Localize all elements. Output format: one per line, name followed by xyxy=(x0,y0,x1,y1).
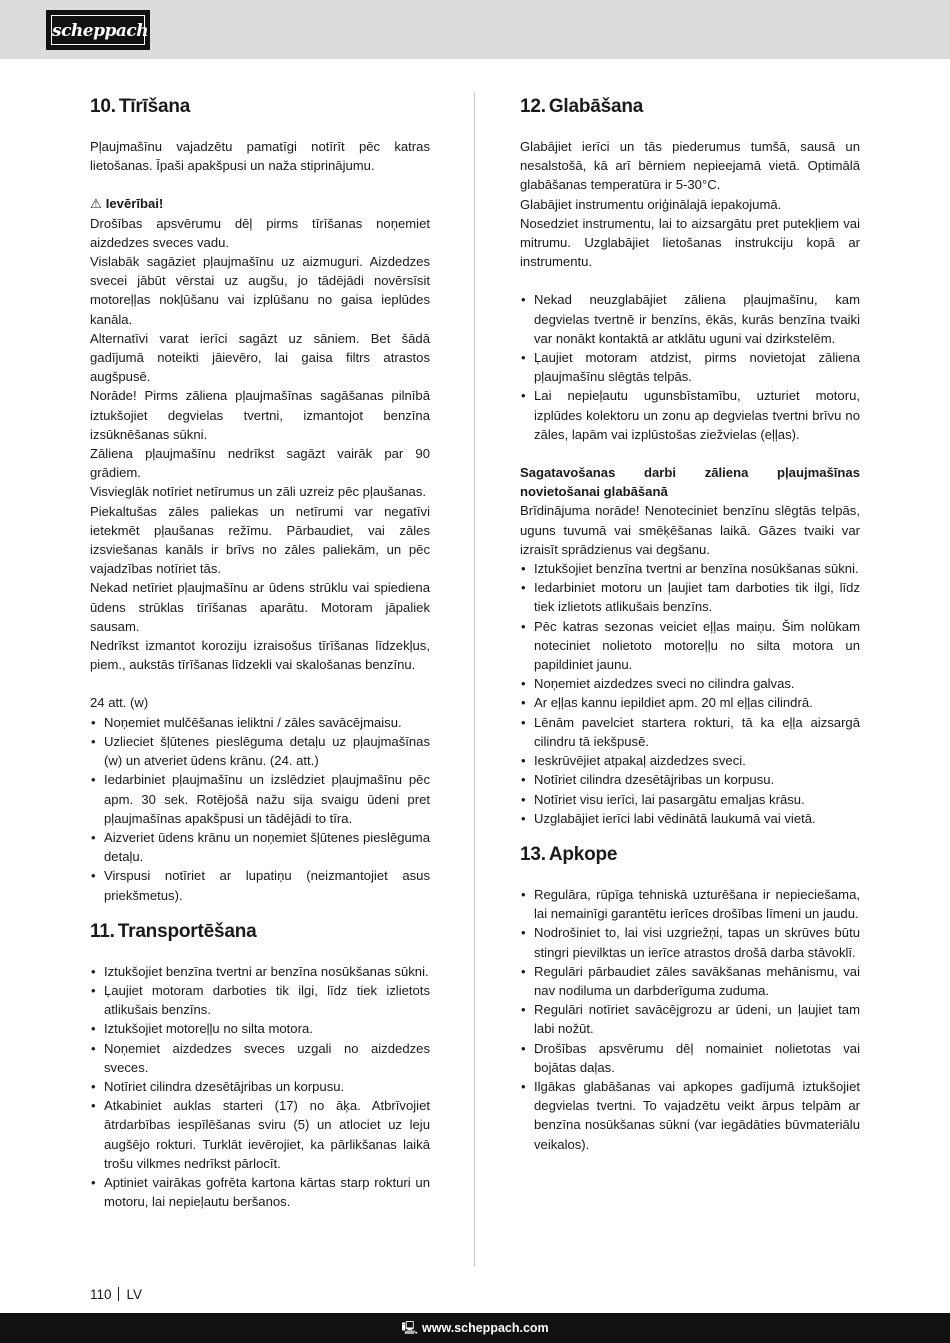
section-13-number: 13. xyxy=(520,843,546,865)
list-item: • Regulāri pārbaudiet zāles savākšanas mehānismu, vai nav nodiluma un darbderīguma zuduma. xyxy=(521,963,860,998)
paragraph: Norāde! Pirms zāliena pļaujmašīnas sagāšanas pilnībā iztukšojiet degvielas tvertni, izmantojot benzīna izsūknēšanas sūkni. xyxy=(90,388,430,442)
list-item: • Regulāri notīriet savācējgrozu ar ūdeni, un ļaujiet tam labi nožūt. xyxy=(521,1002,860,1037)
list-item: • Aizveriet ūdens krānu un noņemiet šļūtenes pieslēguma detaļu. xyxy=(91,829,430,865)
section-11-number: 11. xyxy=(90,920,115,942)
list-item: • Aptiniet vairākas gofrēta kartona kārtas starp rokturi un motoru, lai nepieļautu beršanos. xyxy=(91,1174,430,1210)
right-column xyxy=(520,94,860,1154)
paragraph: Vislabāk sagāziet pļaujmašīnu uz aizmuguri. Aizdedzes svecei jābūt vērstai uz augšu, jo tādējādi novērsīsit motoreļļas nokļūšanu vai izplūšanu no gaisa ieplūdes kanāla. xyxy=(90,254,430,327)
website-link[interactable]: www.scheppach.com xyxy=(422,1321,549,1335)
section-10-bullets xyxy=(90,713,430,905)
list-item: • Uzglabājiet ierīci labi vēdinātā laukumā vai vietā. xyxy=(521,810,816,826)
list-item: • Drošības apsvērumu dēļ nomainiet nolietotas vai bojātas daļas. xyxy=(521,1040,860,1075)
left-column xyxy=(90,94,430,1211)
storage-prep-subheading: Sagatavošanas darbi zāliena pļaujmašīnas novietošanai glabāšanā xyxy=(520,465,860,500)
page-number: 110 xyxy=(90,1287,112,1302)
list-item: • Regulāra, rūpīga tehniskā uzturēšana ir nepieciešama, lai nemainīgi garantētu ierīces drošības līmeni un jaudu. xyxy=(521,886,860,922)
paragraph: Nedrīkst izmantot koroziju izraisošus tīrīšanas līdzekļus, piem., aukstās tīrīšanas līdzekli vai skalošanas benzīnu. xyxy=(90,638,430,673)
section-12-bullets xyxy=(520,290,860,444)
list-item: • Iztukšojiet benzīna tvertni ar benzīna nosūkšanas sūkni. xyxy=(91,963,429,979)
footer-separator xyxy=(118,1287,119,1301)
section-10-heading xyxy=(90,94,430,120)
list-item: • Ļaujiet motoram darboties tik ilgi, līdz tiek izlietots atlikušais benzīns. xyxy=(91,982,430,1018)
scheppach-logo xyxy=(46,10,150,50)
list-item: • Notīriet cilindra dzesētājribas un korpusu. xyxy=(91,1078,345,1094)
language-code: LV xyxy=(126,1287,143,1302)
section-12-heading xyxy=(520,94,860,120)
section-12-number: 12. xyxy=(520,96,546,117)
section-10-intro: Pļaujmašīnu vajadzētu pamatīgi notīrīt pēc katras lietošanas. Īpaši apakšpusi un naža stiprinājumu. xyxy=(90,139,430,174)
paragraph: Piekaltušas zāles paliekas un netīrumi var negatīvi ietekmēt pļaušanas režīmu. Pārbaudiet, vai zāles izsviešanas kanāls ir brīvs no zāles paliekām, un pēc vajadzības notīriet tās. xyxy=(90,503,430,577)
paragraph: Zāliena pļaujmašīnu nedrīkst sagāzt vairāk par 90 grādiem. xyxy=(90,446,430,481)
list-item: • Iedarbiniet pļaujmašīnu un izslēdziet pļaujmašīnu pēc apm. 30 sek. Rotējošā nažu sija svaigu ūdeni pret pļaujmašīnas apakšpusi un tādējādi to tīra. xyxy=(91,772,430,826)
warning-icon: ⚠ xyxy=(90,196,102,212)
paragraph: Nekad netīriet pļaujmašīnu ar ūdens strūklu vai spiediena ūdens strūklas tīrīšanas aparātu. Motoram jāpaliek sausam. xyxy=(90,580,430,634)
list-item: • Ar eļļas kannu iepildiet apm. 20 ml eļļas cilindrā. xyxy=(521,695,813,711)
list-item: • Ļaujiet motoram atdzist, pirms novietojat zāliena pļaujmašīnu slēgtās telpās. xyxy=(521,350,860,385)
section-11-title: Transportēšana xyxy=(117,920,257,942)
logo-text: scheppach xyxy=(51,15,145,45)
list-item: • Virspusi notīriet ar lupatiņu (neizmantojiet asus priekšmetus). xyxy=(91,868,430,903)
list-item: • Iztukšojiet motoreļļu no silta motora. xyxy=(91,1021,313,1037)
paragraph: Brīdinājuma norāde! Nenoteciniet benzīnu slēgtās telpās, uguns tuvumā vai smēķēšanas laikā. Gāzes tvaiki var izraisīt sprādzienus vai degšanu. xyxy=(520,503,860,557)
list-item: • Iedarbiniet motoru un ļaujiet tam darboties tik ilgi, līdz tiek izlietots atlikušais benzīns. xyxy=(521,580,860,615)
section-10-title: Tīrīšana xyxy=(118,96,191,117)
section-12-title: Glabāšana xyxy=(548,96,644,117)
list-item: • Lēnām pavelciet startera rokturi, tā ka eļļa aizsargā cilindru tā iekšpusē. xyxy=(521,714,860,749)
figure-reference: 24 att. (w) xyxy=(90,695,149,711)
warning-heading xyxy=(90,194,430,213)
list-item: • Atkabiniet auklas starteri (17) no āķa. Atbrīvojiet ātrdarbības iespīlēšanas sviru (5) un atlociet uz leju augšējo rokturi. Turklāt ievērojiet, ka pārlikšanas laikā trošu vilkmes nedrīkst pārlocīt. xyxy=(91,1098,430,1171)
header-bar xyxy=(0,0,950,59)
list-item: • Notīriet cilindra dzesētājribas un korpusu. xyxy=(521,772,775,788)
warning-title: Ievērībai! xyxy=(105,196,164,212)
list-item: • Lai nepieļautu ugunsbīstamību, uzturiet motoru, izplūdes kolektoru un zonu ap degvielas tvertni brīvu no zāles, lapām vai izplūstošas ziežvielas (eļļas). xyxy=(521,388,860,442)
section-13-title: Apkope xyxy=(548,843,618,865)
website-bar xyxy=(0,1313,950,1343)
list-item: • Noņemiet mulčēšanas ieliktni / zāles savācējmaisu. xyxy=(91,714,402,730)
list-item: • Noņemiet aizdedzes sveci no cilindra galvas. xyxy=(521,676,795,692)
list-item: • Ilgākas glabāšanas vai apkopes gadījumā iztukšojiet degvielas tvertni. To vajadzētu veikt ārpus telpām ar benzīna nosūkšanas sūkni (var iegādāties būvmateriālu veikalos). xyxy=(521,1078,860,1152)
monitor-icon: 🖳 xyxy=(401,1321,419,1335)
paragraph: Glabājiet ierīci un tās piederumus tumšā, sausā un nesalstošā, kā arī bērniem nepieejamā vietā. Optimālā glabāšanas temperatūra ir 5-30°C. xyxy=(520,139,860,193)
list-item: • Noņemiet aizdedzes sveces uzgali no aizdedzes sveces. xyxy=(91,1040,430,1075)
list-item: • Nodrošiniet to, lai visi uzgriežņi, tapas un skrūves būtu stingri pievilktas un ierīce atrastos drošā darba stāvoklī. xyxy=(521,925,860,960)
list-item: • Uzlieciet šļūtenes pieslēguma detaļu uz pļaujmašīnas (w) un atveriet ūdens krānu. (24. att.) xyxy=(91,733,430,769)
section-13-heading xyxy=(520,842,860,868)
paragraph: Alternatīvi varat ierīci sagāzt uz sāniem. Bet šādā gadījumā noteikti jāievēro, lai gaisa filtrs atrastos augšpusē. xyxy=(90,330,430,385)
paragraph: Drošības apsvērumu dēļ pirms tīrīšanas noņemiet aizdedzes sveces vadu. xyxy=(90,215,430,250)
paragraph: Visvieglāk notīriet netīrumus un zāli uzreiz pēc pļaušanas. xyxy=(90,484,427,500)
page-footer xyxy=(90,1286,142,1304)
paragraph: Glabājiet instrumentu oriģinālajā iepakojumā. xyxy=(520,196,782,212)
section-11-bullets xyxy=(90,962,430,1212)
section-10-number: 10. xyxy=(90,96,116,117)
paragraph: Nosedziet instrumentu, lai to aizsargātu pret putekļiem vai mitrumu. Uzglabājiet lietošanas instrukciju kopā ar instrumentu. xyxy=(520,215,860,270)
list-item: • Nekad neuzglabājiet zāliena pļaujmašīnu, kam degvielas tvertnē ir benzīns, ēkās, kurās benzīna tvaiki var nonākt kontaktā ar atklātu uguni vai dzirkstelēm. xyxy=(521,292,860,346)
list-item: • Pēc katras sezonas veiciet eļļas maiņu. Šim nolūkam noteciniet nolietoto motoreļļu no silta motora un papildiniet jaunu. xyxy=(521,618,860,673)
section-13-bullets xyxy=(520,885,860,1154)
list-item: • Notīriet visu ierīci, lai pasargātu emaljas krāsu. xyxy=(521,791,805,807)
column-divider xyxy=(474,92,475,1267)
list-item: • Ieskrūvējiet atpakaļ aizdedzes sveci. xyxy=(521,753,746,769)
storage-prep-bullets xyxy=(520,559,860,828)
section-11-heading xyxy=(90,919,430,945)
list-item: • Iztukšojiet benzīna tvertni ar benzīna nosūkšanas sūkni. xyxy=(521,561,859,577)
